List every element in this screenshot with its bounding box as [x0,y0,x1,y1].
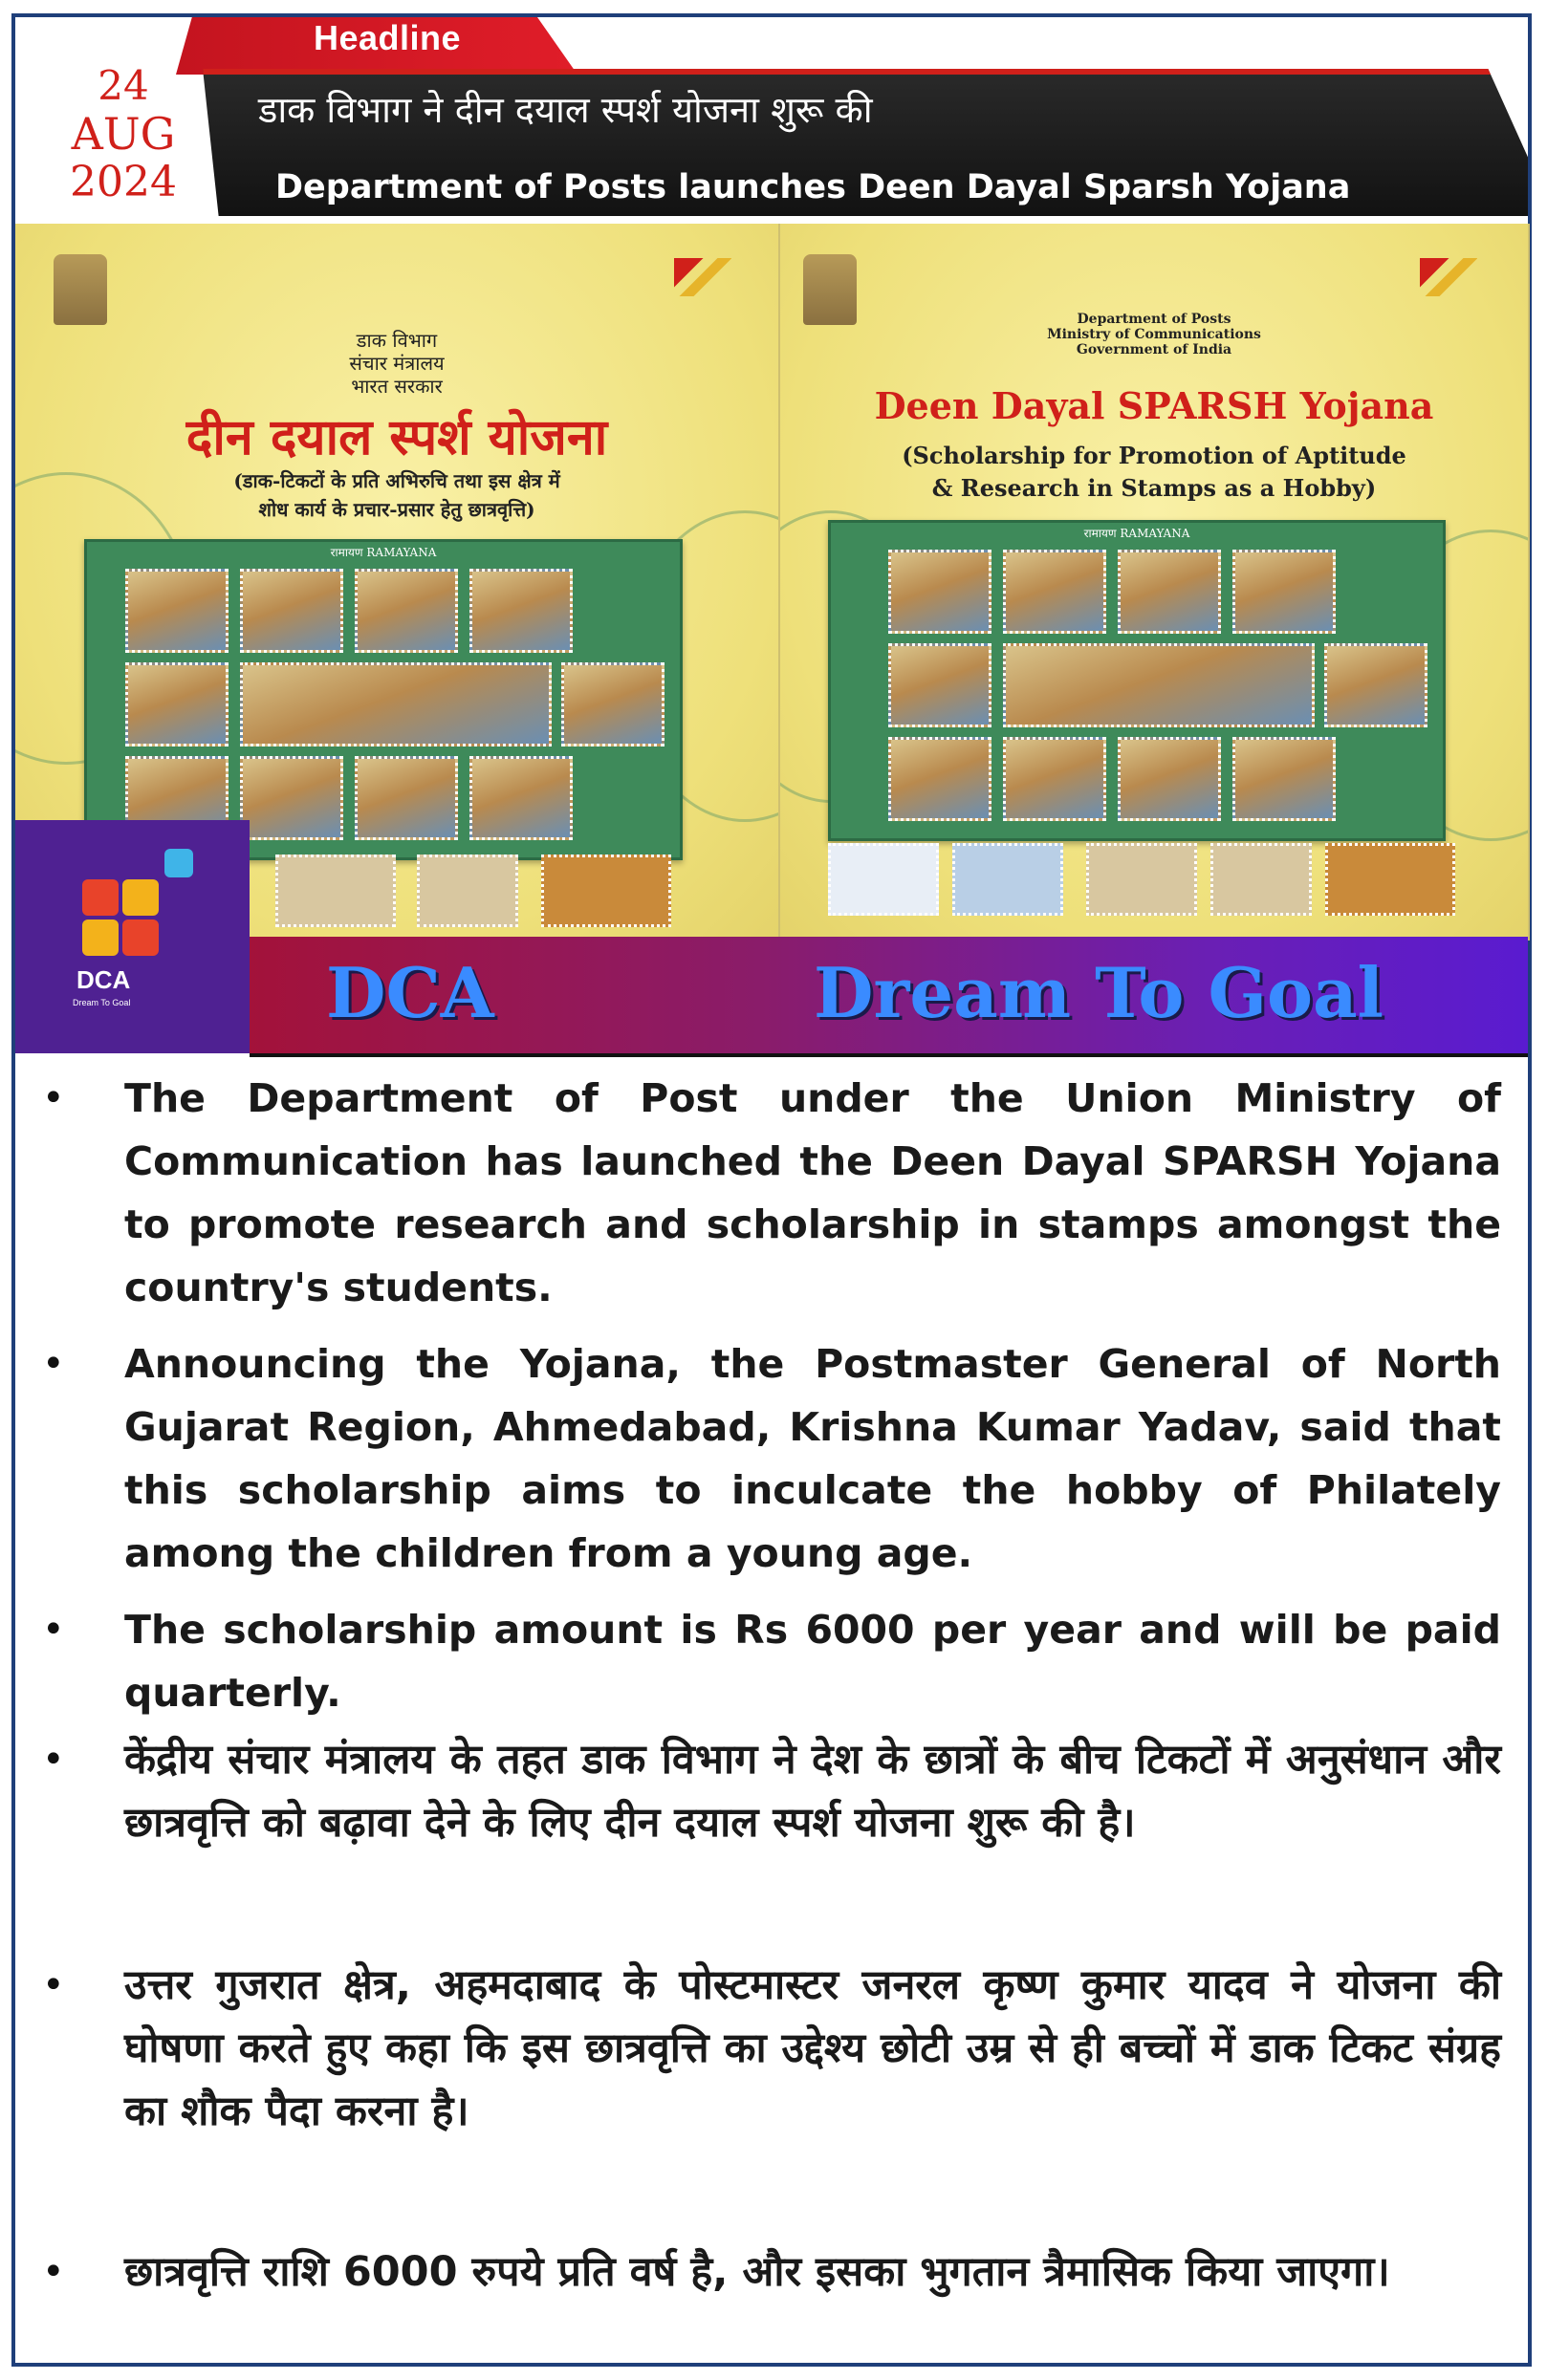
stamp [888,550,991,634]
brochure-cover-english [780,224,1530,941]
stamp [1118,737,1221,821]
bullet-marker: • [42,1076,65,1120]
bullet-text: The scholarship amount is Rs 6000 per year and will be paid quarterly. [124,1607,1501,1716]
headline-hindi: डाक विभाग ने दीन दयाल स्पर्श योजना शुरू की [258,89,873,131]
puzzle-piece-icon [82,920,119,956]
puzzle-piece-icon [122,879,159,916]
bullet-text: छात्रवृत्ति राशि 6000 रुपये प्रति वर्ष है, और इसका भुगतान त्रैमासिक किया जाएगा। [124,2248,1390,2296]
dca-logo-text: DCA [76,965,131,994]
cover-org-english [780,312,1528,357]
stamp [1003,550,1106,634]
stamp [888,643,991,727]
bullet-marker: • [42,1963,65,2007]
dca-logo-tagline: Dream To Goal [73,998,131,1007]
stamp [1232,550,1336,634]
bullet-marker: • [42,1342,65,1386]
cover-subtitle-line: (Scholarship for Promotion of Aptitude [902,442,1406,469]
stamp [125,662,229,746]
stamp [417,855,518,927]
bullet-marker: • [42,1738,65,1782]
cover-org-line: Government of India [1076,342,1232,357]
stamp [561,662,665,746]
headline-english: Department of Posts launches Deen Dayal Sparsh Yojana [275,168,1351,206]
dca-logo [15,820,250,1053]
stamp-sheet-label: रामायण RAMAYANA [1083,527,1190,540]
bullet-text: Announcing the Yojana, the Postmaster General of North Gujarat Region, Ahmedabad, Krishna Kumar Yadav, said that this scholarship aims to inculcate the hobby of Philately among the children from a young age. [124,1341,1501,1576]
stamp-sheet-label: रामायण RAMAYANA [330,546,437,559]
stamp [952,843,1063,916]
stamp [355,569,458,653]
stamp [275,855,396,927]
stamp [1325,843,1455,916]
stamp [1086,843,1197,916]
cover-org-line: Ministry of Communications [1047,327,1261,342]
headline-header [15,17,1528,220]
cover-subtitle-line: (डाक-टिकटों के प्रति अभिरुचि तथा इस क्षेत्र में [233,469,560,492]
date-year: 2024 [70,158,177,206]
stamp [240,569,343,653]
stamp [541,855,671,927]
banner-brand-text: DCA [326,952,494,1033]
bullet-text: केंद्रीय संचार मंत्रालय के तहत डाक विभाग ने देश के छात्रों के बीच टिकटों में अनुसंधान और छात्रवृत्ति को बढ़ावा देने के लिए दीन दयाल स्पर्श योजना शुरू की है। [124,1736,1501,1847]
stamp [469,569,573,653]
bullet-marker: • [42,2250,65,2294]
stamp [1324,643,1427,727]
date-month: AUG [71,108,176,160]
cover-org-line: भारत सरकार [351,375,443,398]
stamp-sheet [828,520,1446,841]
puzzle-piece-icon [82,879,119,916]
headline-tab-label: Headline [314,18,462,57]
stamp [888,737,991,821]
stamp [1210,843,1312,916]
stamp [1003,737,1106,821]
stamp [1232,737,1336,821]
stamp [828,843,939,916]
dca-banner [250,937,1528,1057]
bullet-text: The Department of Post under the Union Ministry of Communication has launched the Deen Dayal SPARSH Yojana to promote research and scholarship in stamps amongst the country's students. [124,1075,1501,1310]
stamp [355,756,458,840]
cover-org-line: संचार मंत्रालय [349,352,445,375]
stamp [1003,643,1315,727]
date-day: 24 [98,62,149,109]
stamp [469,756,573,840]
bullet-marker: • [42,1608,65,1652]
cover-org-line: Department of Posts [1077,312,1231,327]
page-frame [11,13,1532,2367]
india-post-logo-icon [1411,252,1486,310]
stamp [240,662,552,746]
india-post-logo-icon [665,252,740,310]
banner-tagline-text: Dream To Goal [814,952,1384,1033]
cover-subtitle-english [780,440,1528,505]
stamp [125,569,229,653]
cover-title-english: Deen Dayal SPARSH Yojana [874,384,1434,427]
puzzle-piece-icon [122,920,159,956]
national-emblem-icon [54,254,107,325]
cover-title-hindi: दीन दयाल स्पर्श योजना [185,409,608,466]
puzzle-piece-icon [164,849,193,877]
cover-subtitle-hindi [15,466,778,524]
cover-subtitle-line: शोध कार्य के प्रचार-प्रसार हेतु छात्रवृत्ति) [258,498,535,521]
stamp-sheet [84,539,683,860]
date-badge [52,63,195,206]
cover-org-line: डाक विभाग [356,329,438,352]
bullet-text: उत्तर गुजरात क्षेत्र, अहमदाबाद के पोस्टमास्टर जनरल कृष्ण कुमार यादव ने योजना की घोषणा करते हुए कहा कि इस छात्रवृत्ति का उद्देश्य छोटी उम्र से ही बच्चों में डाक टिकट संग्रह का शौक पैदा करना है। [124,1961,1501,2135]
cover-subtitle-line: & Research in Stamps as a Hobby) [931,474,1377,502]
stamp [240,756,343,840]
stamp [1118,550,1221,634]
cover-org-hindi [15,329,778,398]
